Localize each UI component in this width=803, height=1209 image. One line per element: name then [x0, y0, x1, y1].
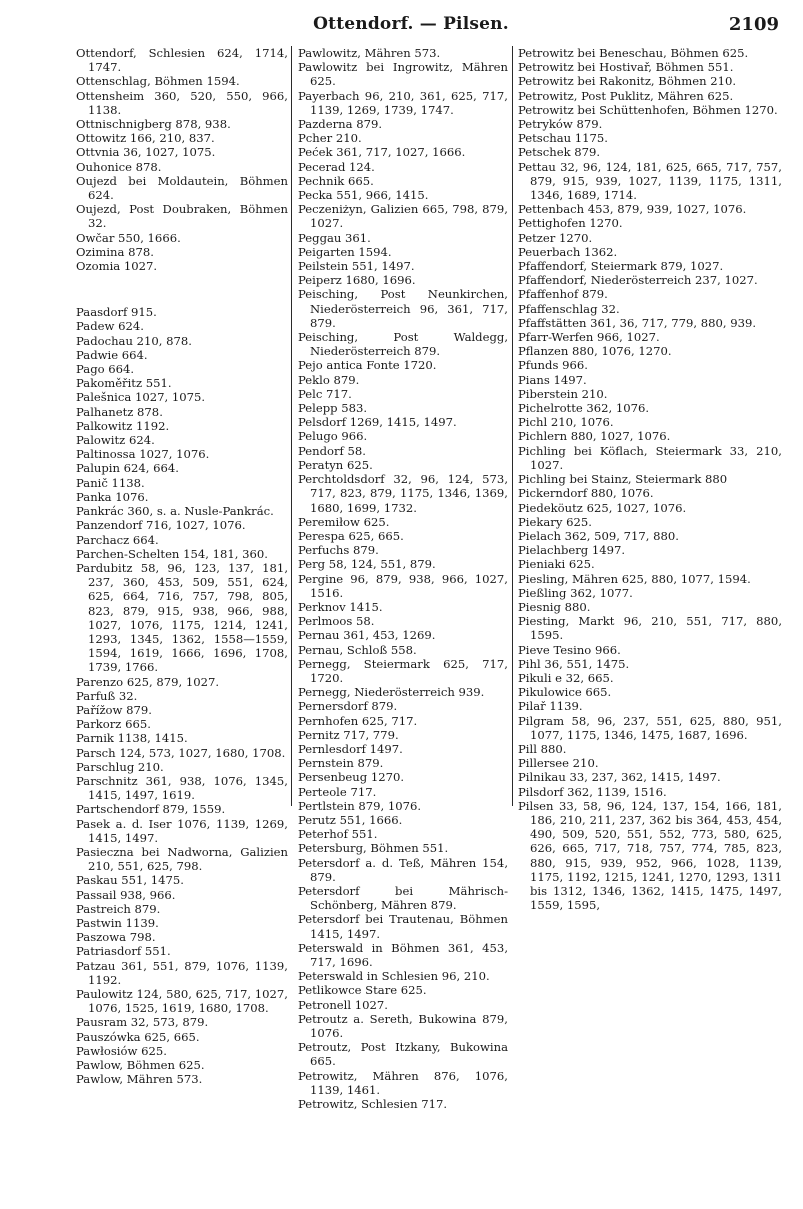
- index-entry: Peterswald in Böhmen 361, 453, 717, 1696.: [298, 940, 508, 969]
- index-entry: Ottvnia 36, 1027, 1075.: [76, 145, 216, 160]
- index-entry: Perknov 1415.: [298, 599, 383, 614]
- index-entry: Pernstein 879.: [298, 756, 384, 771]
- index-entry: Pettau 32, 96, 124, 181, 625, 665, 717, 757, 879, 915, 939, 1027, 1139, 1175, 1311, 1346, 1689, 1714.: [518, 159, 782, 203]
- index-entry: Pećek 361, 717, 1027, 1666.: [298, 145, 466, 160]
- index-column-2: [298, 46, 508, 1111]
- index-entry: Petronell 1027.: [298, 997, 388, 1012]
- index-entry: Pechnik 665.: [298, 173, 374, 188]
- page-header: [0, 14, 803, 44]
- index-entry: Peisching, Post Neunkirchen, Niederösterreich 96, 361, 717, 879.: [298, 287, 508, 330]
- index-entry: Parchacz 664.: [76, 532, 159, 547]
- index-entry: Piesling, Mähren 625, 880, 1077, 1594.: [518, 571, 751, 586]
- index-entry: Pichlern 880, 1027, 1076.: [518, 429, 671, 444]
- index-entry: Pernitz 717, 779.: [298, 727, 399, 742]
- index-entry: Pawlowitz bei Ingrowitz, Mähren 625.: [298, 60, 508, 89]
- running-title: Ottendorf. — Pilsen.: [313, 14, 509, 34]
- index-entry: Partschendorf 879, 1559.: [76, 802, 226, 817]
- index-entry: Petrowitz, Post Puklitz, Mähren 625.: [518, 88, 734, 103]
- index-entry: Pastwin 1139.: [76, 915, 159, 930]
- index-entry: Pernegg, Niederösterreich 939.: [298, 685, 485, 700]
- index-entry: Pausram 32, 573, 879.: [76, 1015, 209, 1030]
- index-entry: Ottowitz 166, 210, 837.: [76, 131, 215, 146]
- index-entry: Petschau 1175.: [518, 131, 608, 146]
- index-entry: Pilgram 58, 96, 237, 551, 625, 880, 951, 1077, 1175, 1346, 1475, 1687, 1696.: [518, 713, 782, 742]
- page-number: 2109: [728, 14, 779, 35]
- index-entry: Payerbach 96, 210, 361, 625, 717, 1139, 1269, 1739, 1747.: [298, 88, 508, 117]
- index-entry: Pago 664.: [76, 362, 135, 377]
- index-entry: Pasieczna bei Nadworna, Galizien 210, 551, 625, 798.: [76, 844, 288, 874]
- index-entry: Pielachberg 1497.: [518, 543, 626, 558]
- index-entry: Pankrác 360, s. a. Nusle-Pankrác.: [76, 504, 274, 519]
- index-entry: Piberstein 210.: [518, 386, 608, 401]
- index-entry: Oujezd bei Moldautein, Böhmen 624.: [76, 173, 288, 203]
- index-entry: Peiperz 1680, 1696.: [298, 273, 416, 288]
- index-entry: Pihl 36, 551, 1475.: [518, 656, 630, 671]
- index-entry: Paulowitz 124, 580, 625, 717, 1027, 1076, 1525, 1619, 1680, 1708.: [76, 987, 288, 1016]
- index-entry: Pfaffstätten 361, 36, 717, 779, 880, 939.: [518, 315, 757, 330]
- index-entry: Pikuli e 32, 665.: [518, 670, 614, 685]
- index-entry: Peigarten 1594.: [298, 244, 392, 259]
- index-entry: Parschnitz 361, 938, 1076, 1345, 1415, 1497, 1619.: [76, 773, 288, 803]
- index-entry: Palowitz 624.: [76, 433, 155, 448]
- index-entry: Pichling bei Köflach, Steiermark 33, 210, 1027.: [518, 443, 782, 472]
- index-entry: Peggau 361.: [298, 230, 371, 245]
- index-entry: Palkowitz 1192.: [76, 418, 170, 433]
- index-entry: Petrowitz, Mähren 876, 1076, 1139, 1461.: [298, 1068, 508, 1097]
- index-entry: Parnik 1138, 1415.: [76, 731, 188, 746]
- index-entry: Pernlesdorf 1497.: [298, 741, 403, 756]
- index-entry: Petersburg, Böhmen 551.: [298, 841, 449, 856]
- index-entry: Pernau 361, 453, 1269.: [298, 628, 436, 643]
- index-entry: Ottnischnigberg 878, 938.: [76, 117, 231, 132]
- index-entry: Piekary 625.: [518, 514, 592, 529]
- index-entry: Palhanetz 878.: [76, 404, 163, 419]
- index-entry: Pfaffenschlag 32.: [518, 301, 620, 316]
- index-entry: Ozomia 1027.: [76, 259, 158, 274]
- column-divider: [291, 46, 292, 806]
- index-entry: Padochau 210, 878.: [76, 333, 192, 348]
- index-entry: Petlikowce Stare 625.: [298, 983, 427, 998]
- index-entry: Perteole 717.: [298, 784, 377, 799]
- index-column-1: [76, 46, 288, 1086]
- index-entry: Pernhofen 625, 717.: [298, 713, 418, 728]
- index-entry: Pendorf 58.: [298, 443, 366, 458]
- index-column-3: [518, 46, 782, 912]
- index-entry: Pecka 551, 966, 1415.: [298, 188, 429, 203]
- index-entry: Pelsdorf 1269, 1415, 1497.: [298, 415, 457, 430]
- index-entry: Piesting, Markt 96, 210, 551, 717, 880, 1595.: [518, 614, 782, 643]
- index-entry: Pilsen 33, 58, 96, 124, 137, 154, 166, 181, 186, 210, 211, 237, 362 bis 364, 453, 454, 490, 509, 520, 551, 552, 773, 580, 625, 626, 665, 717, 718, 757, 774, 785, 823, 880, 915, 939, 952, 966, 1028, 1139, 1175, 1192, 1215, 1241, 1270, 1293, 1311 bis 1312, 1346, 1362, 1415, 1475, 1497, 1559, 1595,: [518, 798, 782, 913]
- index-entry: Pawlow, Böhmen 625.: [76, 1058, 205, 1073]
- index-entry: Pfaffenhof 879.: [518, 287, 608, 302]
- index-entry: Pasek a. d. Iser 1076, 1139, 1269, 1415, 1497.: [76, 816, 288, 845]
- index-entry: Parchen-Schelten 154, 181, 360.: [76, 546, 268, 561]
- index-entry: Pejo antica Fonte 1720.: [298, 358, 437, 373]
- index-entry: Parenzo 625, 879, 1027.: [76, 674, 220, 689]
- index-entry: Paasdorf 915.: [76, 305, 157, 320]
- index-entry: Pichelrotte 362, 1076.: [518, 401, 650, 416]
- index-entry: Petersdorf bei Mährisch-Schönberg, Mähren 879.: [298, 883, 508, 913]
- index-entry: Pflanzen 880, 1076, 1270.: [518, 344, 672, 359]
- index-entry: Pfaffendorf, Steiermark 879, 1027.: [518, 259, 724, 274]
- index-entry: Oujezd, Post Doubraken, Böhmen 32.: [76, 202, 288, 231]
- index-entry: Peuerbach 1362.: [518, 244, 618, 259]
- index-entry: Pernau, Schloß 558.: [298, 642, 417, 657]
- index-entry: Pfaffendorf, Niederösterreich 237, 1027.: [518, 273, 758, 288]
- index-entry: Peczeniżyn, Galizien 665, 798, 879, 1027.: [298, 202, 508, 231]
- index-entry: Pfunds 966.: [518, 358, 588, 373]
- index-entry: Pichling bei Stainz, Steiermark 880: [518, 472, 728, 487]
- index-entry: Palešnica 1027, 1075.: [76, 390, 206, 405]
- index-entry: Pieve Tesino 966.: [518, 642, 621, 657]
- index-entry: Perutz 551, 1666.: [298, 812, 403, 827]
- index-entry: Pergine 96, 879, 938, 966, 1027, 1516.: [298, 571, 508, 600]
- index-entry: Perfuchs 879.: [298, 543, 379, 558]
- index-entry: Petschek 879.: [518, 145, 601, 160]
- index-entry: Ottensheim 360, 520, 550, 966, 1138.: [76, 88, 288, 117]
- index-entry: Pfarr-Werfen 966, 1027.: [518, 330, 660, 345]
- index-entry: Patriasdorf 551.: [76, 944, 171, 959]
- index-entry: Peilstein 551, 1497.: [298, 259, 415, 274]
- index-entry: Perg 58, 124, 551, 879.: [298, 557, 436, 572]
- index-entry: Ouhonice 878.: [76, 159, 162, 174]
- index-entry: Pelepp 583.: [298, 401, 368, 416]
- index-entry: Pelc 717.: [298, 386, 352, 401]
- index-entry: Petersdorf a. d. Teß, Mähren 154, 879.: [298, 855, 508, 884]
- index-entry: Parkorz 665.: [76, 717, 151, 732]
- index-entry: Petrowitz bei Schüttenhofen, Böhmen 1270.: [518, 102, 778, 117]
- index-entry: Peratyn 625.: [298, 457, 373, 472]
- index-entry: Pillersee 210.: [518, 756, 599, 771]
- index-entry: Pilnikau 33, 237, 362, 1415, 1497.: [518, 770, 721, 785]
- index-entry: Pettenbach 453, 879, 939, 1027, 1076.: [518, 202, 747, 217]
- index-entry: Parfuß 32.: [76, 688, 138, 703]
- index-entry: Peisching, Post Waldegg, Niederösterreich 879.: [298, 330, 508, 359]
- index-entry: Persenbeug 1270.: [298, 770, 405, 785]
- index-entry: Ozimina 878.: [76, 244, 154, 259]
- index-entry: Parschlug 210.: [76, 759, 164, 774]
- index-entry: Petrowitz bei Beneschau, Böhmen 625.: [518, 46, 749, 60]
- index-entry: Peremiłow 625.: [298, 514, 390, 529]
- index-entry: Perespa 625, 665.: [298, 528, 404, 543]
- index-entry: Pernersdorf 879.: [298, 699, 398, 714]
- index-entry: Peterhof 551.: [298, 827, 378, 842]
- index-entry: Pilař 1139.: [518, 699, 583, 714]
- index-entry: Pettighofen 1270.: [518, 216, 623, 231]
- index-entry: Pilsdorf 362, 1139, 1516.: [518, 784, 667, 799]
- index-entry: Perchtoldsdorf 32, 96, 124, 573, 717, 823, 879, 1175, 1346, 1369, 1680, 1699, 1732.: [298, 472, 508, 515]
- index-entry: Pikulowice 665.: [518, 685, 612, 700]
- index-entry: Petersdorf bei Trautenau, Böhmen 1415, 1497.: [298, 912, 508, 941]
- index-entry: Pcher 210.: [298, 131, 362, 146]
- index-entry: Pießling 362, 1077.: [518, 585, 633, 600]
- index-entry: Palupin 624, 664.: [76, 461, 179, 476]
- index-entry: Petroutz, Post Itzkany, Bukowina 665.: [298, 1040, 508, 1069]
- index-entry: Pertlstein 879, 1076.: [298, 798, 422, 813]
- index-entry: Pecerad 124.: [298, 159, 375, 174]
- index-entry: Paltinossa 1027, 1076.: [76, 447, 210, 462]
- index-entry: Pielach 362, 509, 717, 880.: [518, 528, 679, 543]
- index-entry: Pařížow 879.: [76, 702, 152, 717]
- index-entry: Petroutz a. Sereth, Bukowina 879, 1076.: [298, 1011, 508, 1041]
- index-entry: Peklo 879.: [298, 372, 360, 387]
- index-entry: Pauszówka 625, 665.: [76, 1029, 200, 1044]
- index-entry: Perlmoos 58.: [298, 614, 375, 629]
- index-entry: Pichl 210, 1076.: [518, 415, 614, 430]
- index-entry: Panič 1138.: [76, 475, 145, 490]
- index-entry: Parsch 124, 573, 1027, 1680, 1708.: [76, 745, 286, 760]
- index-entry: Pelugo 966.: [298, 429, 368, 444]
- index-entry: Panzendorf 716, 1027, 1076.: [76, 518, 246, 533]
- index-entry: Panka 1076.: [76, 489, 149, 504]
- index-entry: Pastreich 879.: [76, 901, 161, 916]
- index-entry: Ottenschlag, Böhmen 1594.: [76, 74, 240, 89]
- index-entry: Pazderna 879.: [298, 117, 383, 132]
- index-entry: Petrowitz, Schlesien 717.: [298, 1097, 448, 1112]
- index-entry: Patzau 361, 551, 879, 1076, 1139, 1192.: [76, 958, 288, 987]
- index-entry: Pians 1497.: [518, 372, 587, 387]
- index-entry: Piesnig 880.: [518, 599, 591, 614]
- index-entry: Pawłosiów 625.: [76, 1043, 167, 1058]
- index-entry: Petrowitz bei Hostivař, Böhmen 551.: [518, 60, 734, 75]
- index-entry: Petrowitz bei Rakonitz, Böhmen 210.: [518, 74, 737, 89]
- index-entry: Pawlow, Mähren 573.: [76, 1072, 203, 1087]
- section-gap: [76, 273, 288, 305]
- index-entry: Ottendorf, Schlesien 624, 1714, 1747.: [76, 46, 288, 75]
- index-entry: Owčar 550, 1666.: [76, 230, 181, 245]
- column-divider: [512, 46, 513, 806]
- index-entry: Paszowa 798.: [76, 930, 156, 945]
- index-entry: Pill 880.: [518, 741, 567, 756]
- index-entry: Peterswald in Schlesien 96, 210.: [298, 969, 490, 984]
- index-entry: Padwie 664.: [76, 347, 148, 362]
- index-entry: Piedeköutz 625, 1027, 1076.: [518, 500, 687, 515]
- index-entry: Pakoměřitz 551.: [76, 376, 172, 391]
- index-entry: Padew 624.: [76, 319, 144, 334]
- index-entry: Passail 938, 966.: [76, 887, 176, 902]
- index-entry: Paskau 551, 1475.: [76, 873, 184, 888]
- index-entry: Pickerndorf 880, 1076.: [518, 486, 654, 501]
- index-entry: Pawlowitz, Mähren 573.: [298, 46, 441, 60]
- index-entry: Pieniaki 625.: [518, 557, 595, 572]
- index-entry: Pardubitz 58, 96, 123, 137, 181, 237, 360, 453, 509, 551, 624, 625, 664, 716, 757, 798, 805, 823, 879, 915, 938, 966, 988, 1027, 1076, 1175, 1214, 1241, 1293, 1345, 1362, 1558—1559, 1594, 1619, 1666, 1696, 1708, 1739, 1766.: [76, 560, 288, 675]
- index-entry: Petryków 879.: [518, 117, 603, 132]
- index-entry: Petzer 1270.: [518, 230, 593, 245]
- index-entry: Pernegg, Steiermark 625, 717, 1720.: [298, 656, 508, 685]
